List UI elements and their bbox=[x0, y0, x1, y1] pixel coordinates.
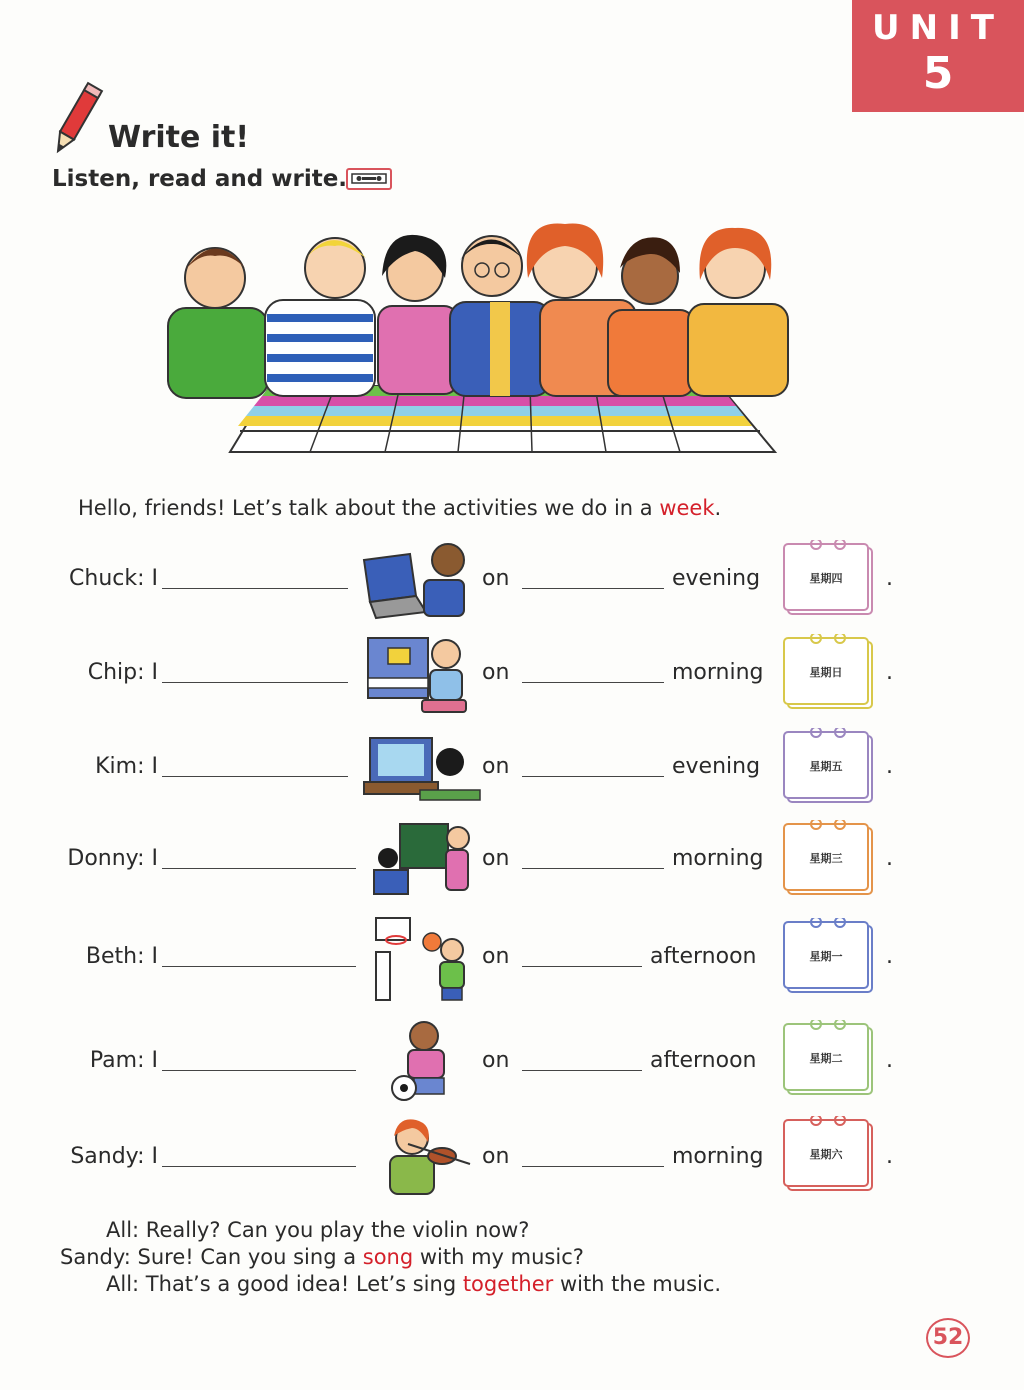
answer-blank-activity[interactable] bbox=[162, 682, 348, 683]
speaker-label: Kim: I bbox=[95, 754, 158, 779]
period: . bbox=[886, 944, 893, 969]
answer-blank-day[interactable] bbox=[522, 868, 664, 869]
period: . bbox=[886, 566, 893, 591]
calendar-icon bbox=[782, 918, 878, 996]
on-word: on bbox=[482, 1144, 510, 1169]
speaker-label: Beth: I bbox=[85, 944, 158, 969]
answer-blank-activity[interactable] bbox=[162, 1070, 356, 1071]
on-word: on bbox=[482, 1048, 510, 1073]
intro-text: Hello, friends! Let’s talk about the activities we do in a bbox=[78, 496, 660, 520]
unit-tab bbox=[852, 0, 1024, 112]
classroom-icon bbox=[370, 820, 474, 902]
tv-icon bbox=[360, 734, 482, 804]
on-word: on bbox=[482, 566, 510, 591]
on-word: on bbox=[482, 944, 510, 969]
time-of-day: afternoon bbox=[650, 944, 757, 969]
answer-blank-day[interactable] bbox=[522, 966, 642, 967]
calendar-icon bbox=[782, 820, 878, 898]
answer-blank-day[interactable] bbox=[522, 776, 664, 777]
period: . bbox=[886, 1144, 893, 1169]
cassette-icon[interactable] bbox=[346, 168, 392, 190]
answer-blank-activity[interactable] bbox=[162, 868, 356, 869]
dialogue-text: That’s a good idea! Let’s sing bbox=[139, 1272, 463, 1296]
time-of-day: morning bbox=[672, 660, 764, 685]
dialogue-speaker: All: bbox=[106, 1272, 140, 1296]
computer-icon bbox=[360, 540, 472, 620]
instruction-text: Listen, read and write. bbox=[52, 166, 348, 192]
dialogue-highlight-word: together bbox=[462, 1272, 554, 1296]
dialogue-speaker: Sandy: bbox=[60, 1245, 131, 1269]
exercise-row bbox=[0, 540, 1024, 630]
basketball-icon bbox=[372, 914, 472, 1004]
exercise-row bbox=[0, 820, 1024, 910]
piano-icon bbox=[364, 634, 468, 716]
time-of-day: evening bbox=[672, 566, 761, 591]
dialogue-speaker: All: bbox=[106, 1218, 140, 1242]
violin-icon bbox=[368, 1114, 476, 1200]
calendar-icon bbox=[782, 634, 878, 712]
speaker-label: Chuck: I bbox=[69, 566, 158, 591]
unit-label: UNIT bbox=[872, 8, 1004, 48]
speaker-label: Pam: I bbox=[89, 1048, 158, 1073]
speaker-label: Sandy: I bbox=[70, 1144, 158, 1169]
speaker-label: Chip: I bbox=[87, 660, 158, 685]
time-of-day: morning bbox=[672, 1144, 764, 1169]
calendar-icon bbox=[782, 1116, 878, 1194]
on-word: on bbox=[482, 660, 510, 685]
on-word: on bbox=[482, 846, 510, 871]
calendar-day-label: 星期日 bbox=[809, 666, 843, 679]
answer-blank-day[interactable] bbox=[522, 682, 664, 683]
exercise-row bbox=[0, 914, 1024, 1004]
exercise-row bbox=[0, 728, 1024, 818]
dialogue-text: Really? Can you play the violin now? bbox=[139, 1218, 530, 1242]
exercise-row bbox=[0, 634, 1024, 724]
period: . bbox=[886, 754, 893, 779]
pencil-icon bbox=[48, 80, 104, 160]
on-word: on bbox=[482, 754, 510, 779]
period: . bbox=[886, 660, 893, 685]
calendar-day-label: 星期一 bbox=[809, 950, 843, 963]
intro-end: . bbox=[714, 496, 722, 520]
calendar-day-label: 星期五 bbox=[809, 760, 843, 773]
dialogue-line bbox=[106, 1218, 529, 1242]
calendar-icon bbox=[782, 728, 878, 806]
dialogue-highlight-word: song bbox=[362, 1245, 414, 1269]
football-icon bbox=[384, 1018, 464, 1104]
page-number: 52 bbox=[926, 1318, 970, 1358]
time-of-day: morning bbox=[672, 846, 764, 871]
answer-blank-day[interactable] bbox=[522, 1070, 642, 1071]
exercise-row bbox=[0, 1114, 1024, 1204]
answer-blank-activity[interactable] bbox=[162, 776, 348, 777]
calendar-day-label: 星期四 bbox=[809, 572, 843, 585]
period: . bbox=[886, 1048, 893, 1073]
dialogue-text: with the music. bbox=[553, 1272, 722, 1296]
calendar-day-label: 星期三 bbox=[809, 852, 843, 865]
calendar-icon bbox=[782, 1020, 878, 1098]
section-title: Write it! bbox=[108, 120, 250, 155]
answer-blank-day[interactable] bbox=[522, 1166, 664, 1167]
answer-blank-activity[interactable] bbox=[162, 588, 348, 589]
dialogue-line bbox=[106, 1272, 721, 1296]
children-board-illustration bbox=[160, 218, 800, 458]
unit-number: 5 bbox=[922, 48, 954, 99]
speaker-label: Donny: I bbox=[67, 846, 158, 871]
calendar-day-label: 星期六 bbox=[809, 1148, 843, 1161]
answer-blank-activity[interactable] bbox=[162, 966, 356, 967]
dialogue-text: Sure! Can you sing a bbox=[130, 1245, 363, 1269]
answer-blank-day[interactable] bbox=[522, 588, 664, 589]
time-of-day: afternoon bbox=[650, 1048, 757, 1073]
dialogue-text: with my music? bbox=[413, 1245, 584, 1269]
time-of-day: evening bbox=[672, 754, 761, 779]
period: . bbox=[886, 846, 893, 871]
calendar-day-label: 星期二 bbox=[809, 1052, 843, 1065]
answer-blank-activity[interactable] bbox=[162, 1166, 356, 1167]
intro-sentence bbox=[78, 496, 721, 520]
dialogue-line bbox=[60, 1245, 584, 1269]
exercise-row bbox=[0, 1018, 1024, 1108]
calendar-icon bbox=[782, 540, 878, 618]
intro-highlight-word: week bbox=[659, 496, 715, 520]
